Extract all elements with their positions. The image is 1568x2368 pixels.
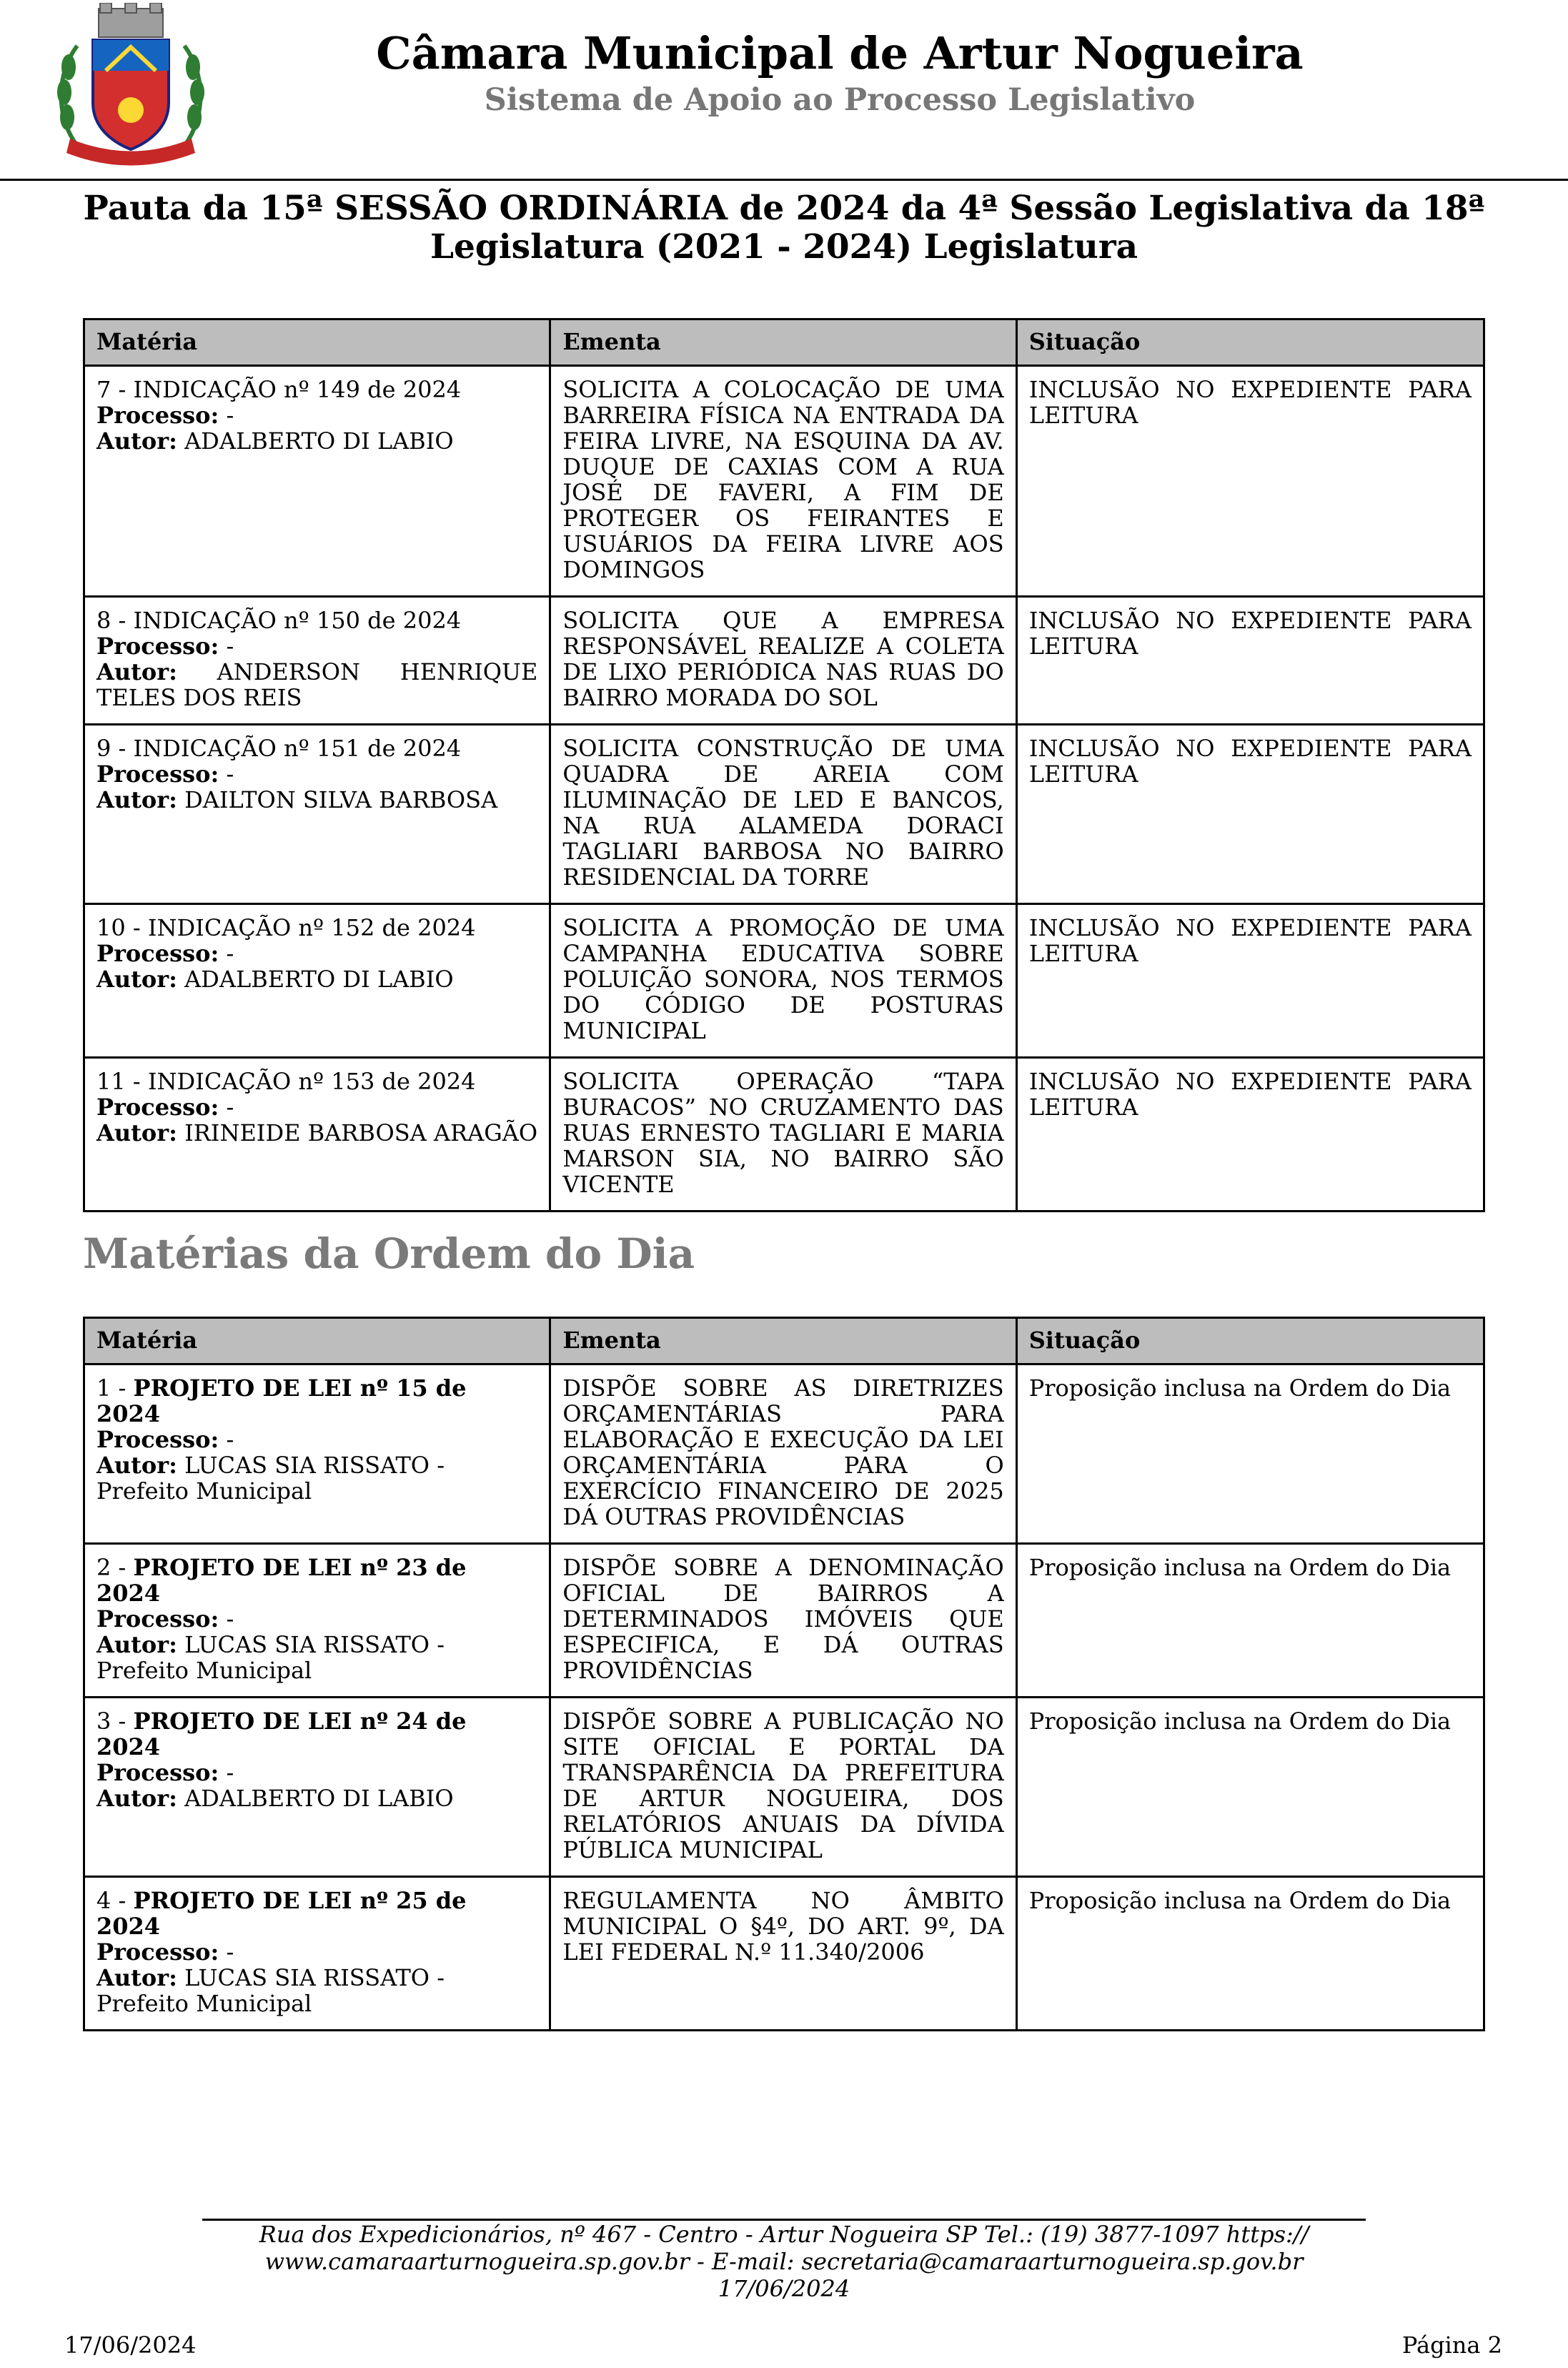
ementa-cell: SOLICITA OPERAÇÃO “TAPA BURACOS” NO CRUZAMENTO DAS RUAS ERNESTO TAGLIARI E MARIA MARSON SIA, NO BAIRRO SÃO VICENTE <box>550 1058 1016 1212</box>
materia-cell: 11 - INDICAÇÃO nº 153 de 2024 Processo: - Autor: IRINEIDE BARBOSA ARAGÃO <box>84 1058 550 1212</box>
column-header-ementa: Ementa <box>550 1318 1016 1364</box>
table-row <box>84 366 1484 597</box>
table-row <box>84 1698 1484 1877</box>
ordem-do-dia-heading: Matérias da Ordem do Dia <box>83 1229 695 1278</box>
ementa-cell: SOLICITA CONSTRUÇÃO DE UMA QUADRA DE AREIA COM ILUMINAÇÃO DE LED E BANCOS, NA RUA ALAMEDA DORACI TAGLIARI BARBOSA NO BAIRRO RESIDENCIAL DA TORRE <box>550 725 1016 904</box>
materia-cell: 10 - INDICAÇÃO nº 152 de 2024 Processo: - Autor: ADALBERTO DI LABIO <box>84 904 550 1058</box>
situacao-cell: INCLUSÃO NO EXPEDIENTE PARA LEITURA <box>1016 725 1484 904</box>
situacao-cell: Proposição inclusa na Ordem do Dia <box>1016 1877 1484 2031</box>
table-row <box>84 904 1484 1058</box>
situacao-cell: Proposição inclusa na Ordem do Dia <box>1016 1364 1484 1544</box>
ementa-cell: SOLICITA A PROMOÇÃO DE UMA CAMPANHA EDUCATIVA SOBRE POLUIÇÃO SONORA, NOS TERMOS DO CÓDIGO DE POSTURAS MUNICIPAL <box>550 904 1016 1058</box>
column-header-materia: Matéria <box>84 1318 550 1364</box>
materia-cell: 9 - INDICAÇÃO nº 151 de 2024 Processo: - Autor: DAILTON SILVA BARBOSA <box>84 725 550 904</box>
expediente-table <box>83 318 1485 1212</box>
column-header-situacao: Situação <box>1016 319 1484 366</box>
system-subtitle: Sistema de Apoio ao Processo Legislativo <box>484 82 1196 118</box>
table-row <box>84 725 1484 904</box>
table-row <box>84 1364 1484 1544</box>
materia-cell: 3 - PROJETO DE LEI nº 24 de 2024 Processo: - Autor: ADALBERTO DI LABIO <box>84 1698 550 1877</box>
pauta-title: Pauta da 15ª SESSÃO ORDINÁRIA de 2024 da 4ª Sessão Legislativa da 18ª Legislatura (2021 - 2024) Legislatura <box>83 189 1485 267</box>
materia-cell: 8 - INDICAÇÃO nº 150 de 2024 Processo: - Autor: ANDERSON HENRIQUE TELES DOS REIS <box>84 597 550 725</box>
footer-address: Rua dos Expedicionários, nº 467 - Centro - Artur Nogueira SP Tel.: (19) 3877-1097 https:// www.camaraarturnogueira.sp.gov.br - E-mail: secretaria@camaraarturnogueira.sp.gov.br 17/06/2024 <box>259 2221 1309 2302</box>
situacao-cell: INCLUSÃO NO EXPEDIENTE PARA LEITURA <box>1016 597 1484 725</box>
ementa-cell: REGULAMENTA NO ÂMBITO MUNICIPAL O §4º, DO ART. 9º, DA LEI FEDERAL N.º 11.340/2006 <box>550 1877 1016 2031</box>
situacao-cell: INCLUSÃO NO EXPEDIENTE PARA LEITURA <box>1016 1058 1484 1212</box>
column-header-materia: Matéria <box>84 319 550 366</box>
table-row <box>84 1544 1484 1698</box>
ementa-cell: DISPÕE SOBRE A PUBLICAÇÃO NO SITE OFICIAL E PORTAL DA TRANSPARÊNCIA DA PREFEITURA DE ARTUR NOGUEIRA, DOS RELATÓRIOS ANUAIS DA DÍVIDA PÚBLICA MUNICIPAL <box>550 1698 1016 1877</box>
ementa-cell: DISPÕE SOBRE AS DIRETRIZES ORÇAMENTÁRIAS PARA ELABORAÇÃO E EXECUÇÃO DA LEI ORÇAMENTÁRIA PARA O EXERCÍCIO FINANCEIRO DE 2025 DÁ OUTRAS PROVIDÊNCIAS <box>550 1364 1016 1544</box>
situacao-cell: Proposição inclusa na Ordem do Dia <box>1016 1698 1484 1877</box>
situacao-cell: INCLUSÃO NO EXPEDIENTE PARA LEITURA <box>1016 904 1484 1058</box>
page-date: 17/06/2024 <box>64 2332 197 2359</box>
institution-name: Câmara Municipal de Artur Nogueira <box>376 27 1304 79</box>
table-header-row <box>84 1318 1484 1364</box>
materia-cell: 7 - INDICAÇÃO nº 149 de 2024 Processo: - Autor: ADALBERTO DI LABIO <box>84 366 550 597</box>
municipal-crest-logo <box>49 3 213 167</box>
table-header-row <box>84 319 1484 366</box>
situacao-cell: Proposição inclusa na Ordem do Dia <box>1016 1544 1484 1698</box>
page-number: Página 2 <box>1401 2332 1502 2359</box>
materia-cell: 1 - PROJETO DE LEI nº 15 de 2024 Processo: - Autor: LUCAS SIA RISSATO - Prefeito Municipal <box>84 1364 550 1544</box>
materia-cell: 2 - PROJETO DE LEI nº 23 de 2024 Processo: - Autor: LUCAS SIA RISSATO - Prefeito Municipal <box>84 1544 550 1698</box>
page-header <box>0 0 1568 180</box>
materia-cell: 4 - PROJETO DE LEI nº 25 de 2024 Processo: - Autor: LUCAS SIA RISSATO - Prefeito Municipal <box>84 1877 550 2031</box>
table-row <box>84 1877 1484 2031</box>
column-header-situacao: Situação <box>1016 1318 1484 1364</box>
situacao-cell: INCLUSÃO NO EXPEDIENTE PARA LEITURA <box>1016 366 1484 597</box>
header-divider <box>0 179 1568 181</box>
table-row <box>84 597 1484 725</box>
ementa-cell: SOLICITA A COLOCAÇÃO DE UMA BARREIRA FÍSICA NA ENTRADA DA FEIRA LIVRE, NA ESQUINA DA AV. DUQUE DE CAXIAS COM A RUA JOSÉ DE FAVERI, A FIM DE PROTEGER OS FEIRANTES E USUÁRIOS DA FEIRA LIVRE AOS DOMINGOS <box>550 366 1016 597</box>
table-row <box>84 1058 1484 1212</box>
ementa-cell: DISPÕE SOBRE A DENOMINAÇÃO OFICIAL DE BAIRROS A DETERMINADOS IMÓVEIS QUE ESPECIFICA, E DÁ OUTRAS PROVIDÊNCIAS <box>550 1544 1016 1698</box>
column-header-ementa: Ementa <box>550 319 1016 366</box>
ementa-cell: SOLICITA QUE A EMPRESA RESPONSÁVEL REALIZE A COLETA DE LIXO PERIÓDICA NAS RUAS DO BAIRRO MORADA DO SOL <box>550 597 1016 725</box>
ordem-do-dia-table <box>83 1317 1485 2031</box>
